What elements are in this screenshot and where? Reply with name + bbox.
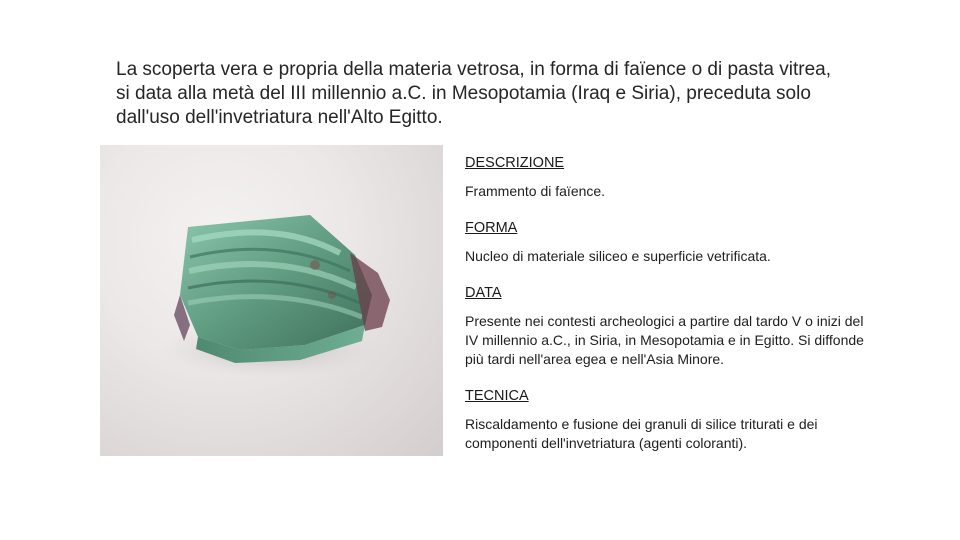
section-heading: DATA — [465, 285, 502, 301]
section-body: Frammento di faïence. — [465, 183, 606, 199]
faience-fragment-image — [100, 145, 443, 456]
section-heading: DESCRIZIONE — [465, 155, 565, 171]
section-body: Presente nei contesti archeologici a partire dal tardo V o inizi del IV millennio a.C., in Siria, in Mesopotamia e in Egitto. Si diffonde più tardi nell'area egea e nell'Asia Minore. — [465, 313, 864, 367]
section-heading: TECNICA — [465, 388, 529, 404]
section-descrizione — [465, 154, 875, 201]
details-panel — [465, 154, 875, 471]
section-tecnica — [465, 387, 875, 453]
section-body: Nucleo di materiale siliceo e superficie vetrificata. — [465, 248, 771, 264]
section-heading: FORMA — [465, 220, 518, 236]
section-body: Riscaldamento e fusione dei granuli di silice triturati e dei componenti dell'invetriatura (agenti coloranti). — [465, 416, 818, 451]
section-forma — [465, 219, 875, 266]
section-data — [465, 284, 875, 369]
intro-paragraph: La scoperta vera e propria della materia vetrosa, in forma di faïence o di pasta vitrea, si data alla metà del III millennio a.C. in Mesopotamia (Iraq e Siria), preceduta solo dall'uso dell'invetriatura nell'Alto Egitto. — [116, 59, 831, 128]
faience-fragment-photo — [100, 145, 443, 456]
